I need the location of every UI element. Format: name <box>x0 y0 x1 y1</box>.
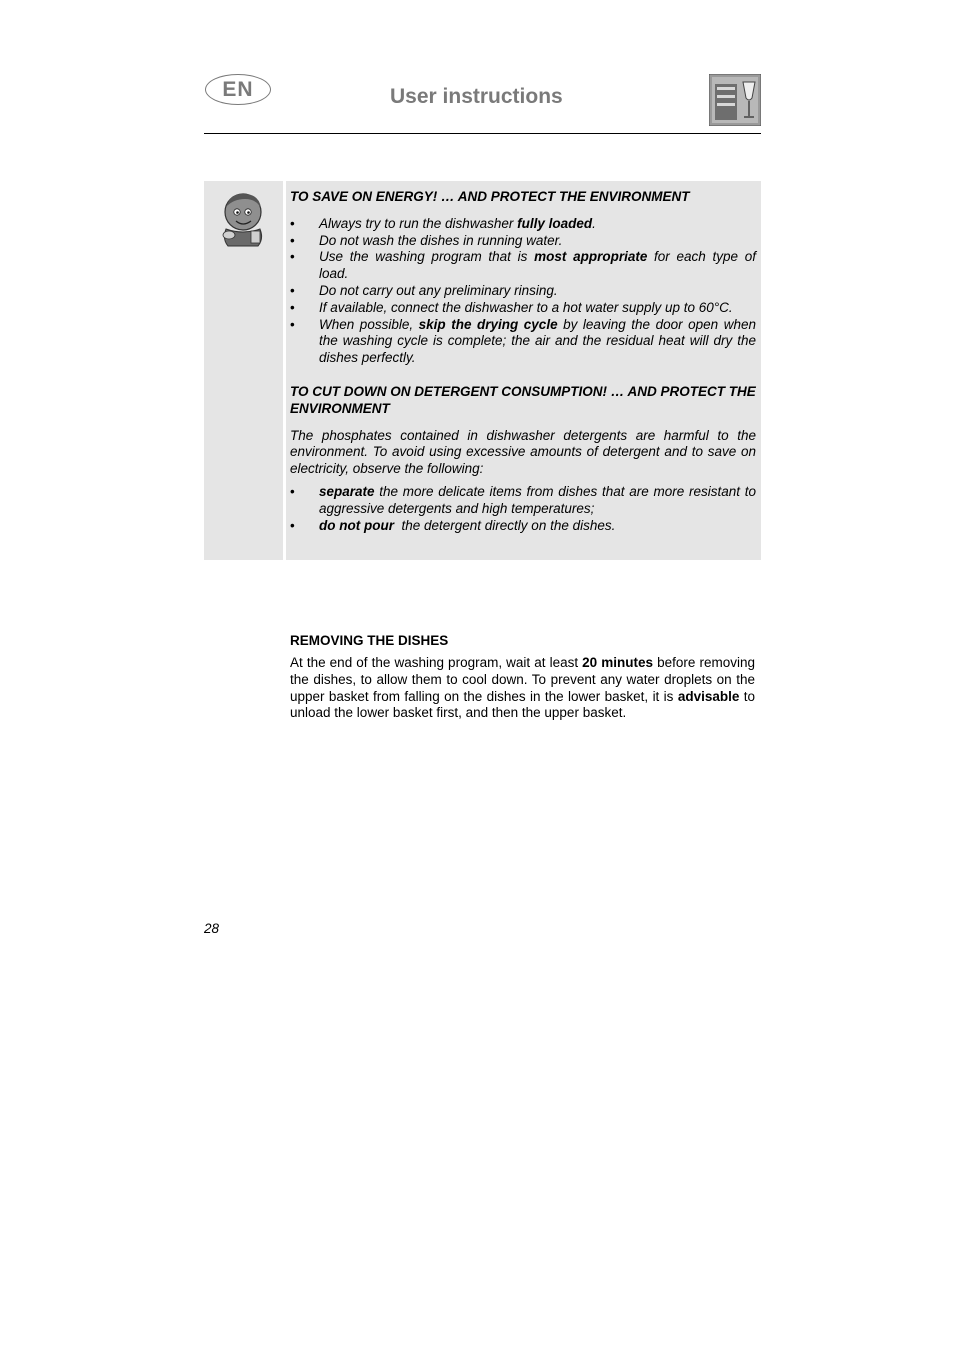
list-item: • Do not wash the dishes in running water. <box>290 233 756 250</box>
section-title: REMOVING THE DISHES <box>290 633 449 648</box>
language-badge: EN <box>205 74 271 105</box>
environment-tips-box <box>204 181 761 560</box>
section-body: At the end of the washing program, wait at least 20 minutes before removing the dishes, to allow them to cool down. To prevent any water droplets on the upper basket from falling on the dishes in the lower basket, it is advisable to unload the lower basket first, and then the upper basket. <box>290 655 755 721</box>
page-title: User instructions <box>390 85 563 108</box>
header-divider <box>204 133 761 134</box>
energy-heading: TO SAVE ON ENERGY! … AND PROTECT THE ENVIRONMENT <box>290 189 690 204</box>
page-number: 28 <box>204 921 220 936</box>
list-item: • do not pour the detergent directly on the dishes. <box>290 518 756 535</box>
list-item: • If available, connect the dishwasher to a hot water supply up to 60°C. <box>290 300 756 317</box>
list-item: • Do not carry out any preliminary rinsing. <box>290 283 756 300</box>
detergent-tips-list <box>290 484 756 534</box>
detergent-heading: TO CUT DOWN ON DETERGENT CONSUMPTION! … AND PROTECT THE ENVIRONMENT <box>290 383 756 416</box>
list-item: • separate the more delicate items from dishes that are more resistant to aggressive detergents and high temperatures; <box>290 484 756 518</box>
detergent-intro: The phosphates contained in dishwasher detergents are harmful to the environment. To avoid using excessive amounts of detergent and to save on electricity, observe the following: <box>290 427 756 477</box>
energy-tips-list <box>290 216 756 367</box>
cartoon-mascot-icon <box>218 191 268 249</box>
list-item: • Use the washing program that is most appropriate for each type of load. <box>290 249 756 283</box>
tip-icon-column <box>204 181 286 560</box>
list-item: • When possible, skip the drying cycle by leaving the door open when the washing cycle is complete; the air and the residual heat will dry the dishes perfectly. <box>290 317 756 367</box>
tip-content <box>290 189 756 534</box>
list-item: • Always try to run the dishwasher fully loaded. <box>290 216 756 233</box>
dishwasher-glass-icon <box>709 74 761 126</box>
